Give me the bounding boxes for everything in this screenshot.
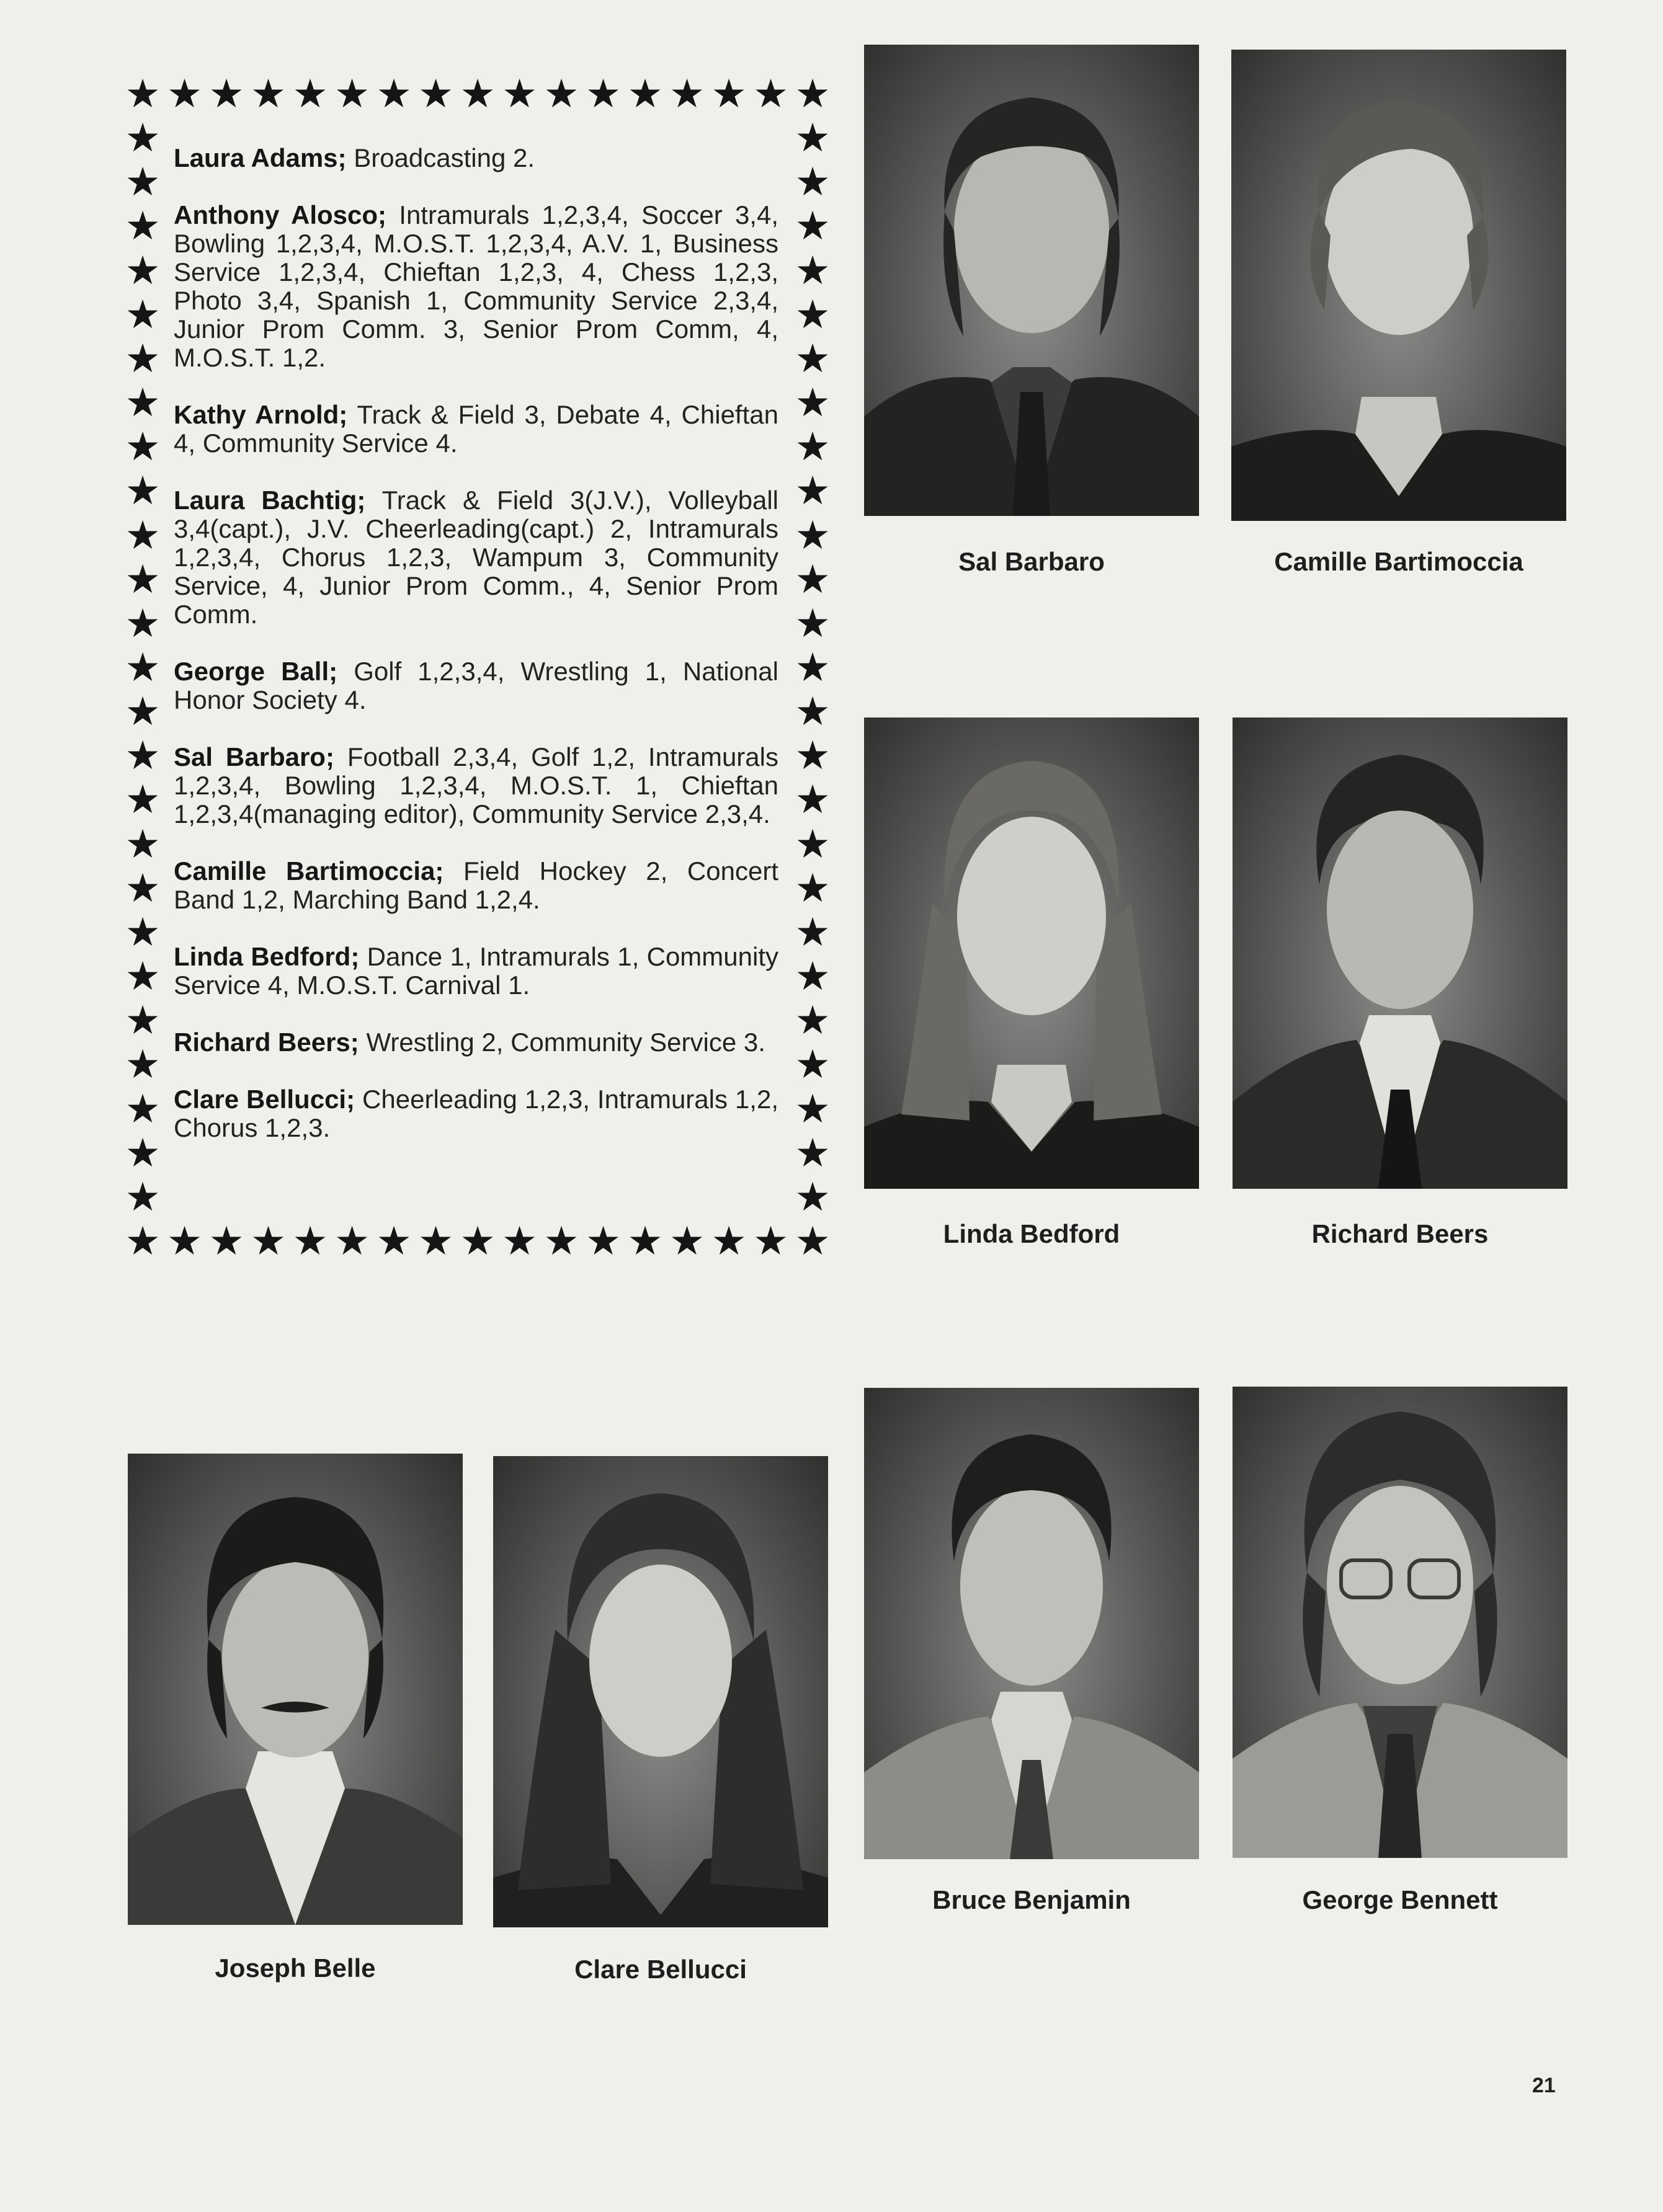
star-ornament: ★ xyxy=(334,1219,370,1264)
activity-text: Football 2,3,4, Golf 1,2, Intramurals 1,2,3,4, Bowling 1,2,3,4, M.O.S.T. 1, Chieftan 1,2,3,4(managing editor), Community Service 2,3,4. xyxy=(174,742,778,828)
star-ornament: ★ xyxy=(669,1219,705,1264)
student-name: Laura Bachtig; xyxy=(174,486,366,515)
star-ornament: ★ xyxy=(585,1219,622,1264)
portrait-photo-joseph-belle xyxy=(128,1454,463,1925)
star-ornament: ★ xyxy=(125,159,161,206)
star-ornament: ★ xyxy=(125,1042,161,1088)
activity-text: Track & Field 3(J.V.), Volleyball 3,4(capt.), J.V. Cheerleading(capt.) 2, Intramurals 1,2,3,4, Chorus 1,2,3, Wampum 3, Community Service, 4, Junior Prom Comm., 4, Senior Prom Comm. xyxy=(174,486,779,629)
star-ornament: ★ xyxy=(795,115,831,162)
star-ornament: ★ xyxy=(125,247,161,294)
student-name: Sal Barbaro; xyxy=(174,742,334,771)
star-ornament: ★ xyxy=(795,909,831,956)
star-ornament: ★ xyxy=(292,71,328,117)
star-ornament: ★ xyxy=(125,1086,161,1132)
star-ornament: ★ xyxy=(752,1219,789,1264)
star-ornament: ★ xyxy=(795,380,831,427)
star-ornament: ★ xyxy=(795,777,831,824)
portrait-photo-camille-bartimoccia xyxy=(1231,50,1566,521)
star-ornament: ★ xyxy=(795,1042,831,1088)
activity-entry xyxy=(174,657,778,714)
star-ornament: ★ xyxy=(125,689,161,735)
activity-entry xyxy=(174,201,778,372)
activity-text: Golf 1,2,3,4, Wrestling 1, National Honor Society 4. xyxy=(174,657,778,714)
star-ornament: ★ xyxy=(125,291,161,338)
page-number: 21 xyxy=(1532,2074,1556,2097)
activity-text: Track & Field 3, Debate 4, Chieftan 4, Community Service 4. xyxy=(174,400,778,458)
star-ornament: ★ xyxy=(795,689,831,735)
student-name: Linda Bedford; xyxy=(174,942,360,971)
star-ornament: ★ xyxy=(795,335,831,382)
star-ornament: ★ xyxy=(795,424,831,471)
star-ornament: ★ xyxy=(795,291,831,338)
portrait-caption: Clare Bellucci xyxy=(574,1955,747,1984)
star-ornament: ★ xyxy=(460,1219,496,1264)
star-ornament: ★ xyxy=(125,733,161,780)
portrait-photo-clare-bellucci xyxy=(493,1456,828,1927)
activity-entry xyxy=(174,401,778,458)
star-ornament: ★ xyxy=(125,380,161,427)
star-ornament: ★ xyxy=(376,71,412,117)
star-ornament: ★ xyxy=(125,468,161,515)
star-ornament: ★ xyxy=(795,600,831,647)
star-ornament: ★ xyxy=(125,424,161,471)
student-name: Richard Beers; xyxy=(174,1028,359,1057)
star-ornament: ★ xyxy=(166,71,203,117)
portrait-caption: Joseph Belle xyxy=(215,1953,376,1983)
star-ornament: ★ xyxy=(125,1174,161,1220)
activity-entry xyxy=(174,857,778,914)
activity-entry xyxy=(174,743,778,828)
star-ornament: ★ xyxy=(795,1130,831,1176)
star-ornament: ★ xyxy=(125,821,161,868)
star-ornament: ★ xyxy=(627,1219,663,1264)
star-ornament: ★ xyxy=(125,203,161,250)
student-name: Anthony Alosco; xyxy=(174,200,387,229)
star-ornament: ★ xyxy=(795,733,831,780)
star-ornament: ★ xyxy=(795,203,831,250)
portrait-photo-george-bennett xyxy=(1233,1387,1567,1858)
activity-entry xyxy=(174,943,778,1000)
star-ornament: ★ xyxy=(501,1219,538,1264)
star-ornament: ★ xyxy=(208,1219,244,1264)
star-ornament: ★ xyxy=(250,71,287,117)
student-name: Clare Bellucci; xyxy=(174,1085,355,1114)
activity-entry xyxy=(174,1085,778,1142)
activity-entry xyxy=(174,486,778,629)
star-ornament: ★ xyxy=(376,1219,412,1264)
star-ornament: ★ xyxy=(795,556,831,603)
star-ornament: ★ xyxy=(125,1130,161,1176)
star-ornament: ★ xyxy=(795,821,831,868)
star-ornament: ★ xyxy=(417,71,454,117)
star-ornament: ★ xyxy=(711,1219,747,1264)
star-ornament: ★ xyxy=(208,71,244,117)
portrait-caption: Linda Bedford xyxy=(943,1219,1120,1248)
portrait-photo-richard-beers xyxy=(1233,717,1567,1189)
activity-entry xyxy=(174,144,778,172)
star-ornament: ★ xyxy=(125,335,161,382)
star-ornament: ★ xyxy=(795,512,831,559)
star-ornament: ★ xyxy=(125,865,161,912)
activity-text: Cheerleading 1,2,3, Intramurals 1,2, Chorus 1,2,3. xyxy=(174,1085,778,1142)
star-ornament: ★ xyxy=(250,1219,287,1264)
star-ornament: ★ xyxy=(125,954,161,1000)
star-ornament: ★ xyxy=(795,954,831,1000)
star-ornament: ★ xyxy=(417,1219,454,1264)
portrait-caption: Bruce Benjamin xyxy=(932,1885,1131,1914)
star-ornament: ★ xyxy=(795,1219,831,1264)
star-ornament: ★ xyxy=(334,71,370,117)
portrait-caption: George Bennett xyxy=(1302,1885,1498,1914)
star-ornament: ★ xyxy=(125,777,161,824)
student-name: Laura Adams; xyxy=(174,143,347,172)
star-ornament: ★ xyxy=(125,1219,161,1264)
portrait-caption: Sal Barbaro xyxy=(958,547,1105,576)
star-ornament: ★ xyxy=(125,512,161,559)
star-ornament: ★ xyxy=(125,115,161,162)
star-ornament: ★ xyxy=(711,71,747,117)
star-ornament: ★ xyxy=(543,1219,579,1264)
portrait-photo-bruce-benjamin xyxy=(864,1388,1199,1859)
star-ornament: ★ xyxy=(752,71,789,117)
star-ornament: ★ xyxy=(795,865,831,912)
star-ornament: ★ xyxy=(125,600,161,647)
star-ornament: ★ xyxy=(125,998,161,1044)
senior-activities-list xyxy=(174,144,778,1171)
star-ornament: ★ xyxy=(125,556,161,603)
star-ornament: ★ xyxy=(125,909,161,956)
activity-text: Wrestling 2, Community Service 3. xyxy=(359,1028,765,1057)
activity-entry xyxy=(174,1028,778,1057)
star-ornament: ★ xyxy=(585,71,622,117)
star-ornament: ★ xyxy=(125,71,161,117)
portrait-photo-sal-barbaro xyxy=(864,45,1199,516)
activity-text: Intramurals 1,2,3,4, Soccer 3,4, Bowling 1,2,3,4, M.O.S.T. 1,2,3,4, A.V. 1, Business Service 1,2,3,4, Chieftan 1,2,3, 4, Chess 1,2,3, Photo 3,4, Spanish 1, Community Service 2,3,4, Junior Prom Comm. 3, Senior Prom Comm, 4, M.O.S.T. 1,2. xyxy=(174,200,778,372)
portrait-caption: Camille Bartimoccia xyxy=(1274,547,1523,576)
star-ornament: ★ xyxy=(795,468,831,515)
student-name: Camille Bartimoccia; xyxy=(174,856,444,886)
star-ornament: ★ xyxy=(795,71,831,117)
star-ornament: ★ xyxy=(795,645,831,691)
star-ornament: ★ xyxy=(795,247,831,294)
star-ornament: ★ xyxy=(795,998,831,1044)
portrait-caption: Richard Beers xyxy=(1311,1219,1489,1248)
activity-text: Dance 1, Intramurals 1, Community Service 4, M.O.S.T. Carnival 1. xyxy=(174,942,778,1000)
star-ornament: ★ xyxy=(292,1219,328,1264)
student-name: Kathy Arnold; xyxy=(174,400,348,429)
star-ornament: ★ xyxy=(669,71,705,117)
student-name: George Ball; xyxy=(174,657,338,686)
star-ornament: ★ xyxy=(501,71,538,117)
portrait-photo-linda-bedford xyxy=(864,717,1199,1189)
activity-text: Broadcasting 2. xyxy=(346,143,535,172)
activity-text: Field Hockey 2, Concert Band 1,2, Marching Band 1,2,4. xyxy=(174,856,778,914)
star-ornament: ★ xyxy=(795,1086,831,1132)
star-ornament: ★ xyxy=(125,645,161,691)
star-ornament: ★ xyxy=(795,1174,831,1220)
star-ornament: ★ xyxy=(795,159,831,206)
star-ornament: ★ xyxy=(543,71,579,117)
star-ornament: ★ xyxy=(460,71,496,117)
star-ornament: ★ xyxy=(166,1219,203,1264)
star-ornament: ★ xyxy=(627,71,663,117)
